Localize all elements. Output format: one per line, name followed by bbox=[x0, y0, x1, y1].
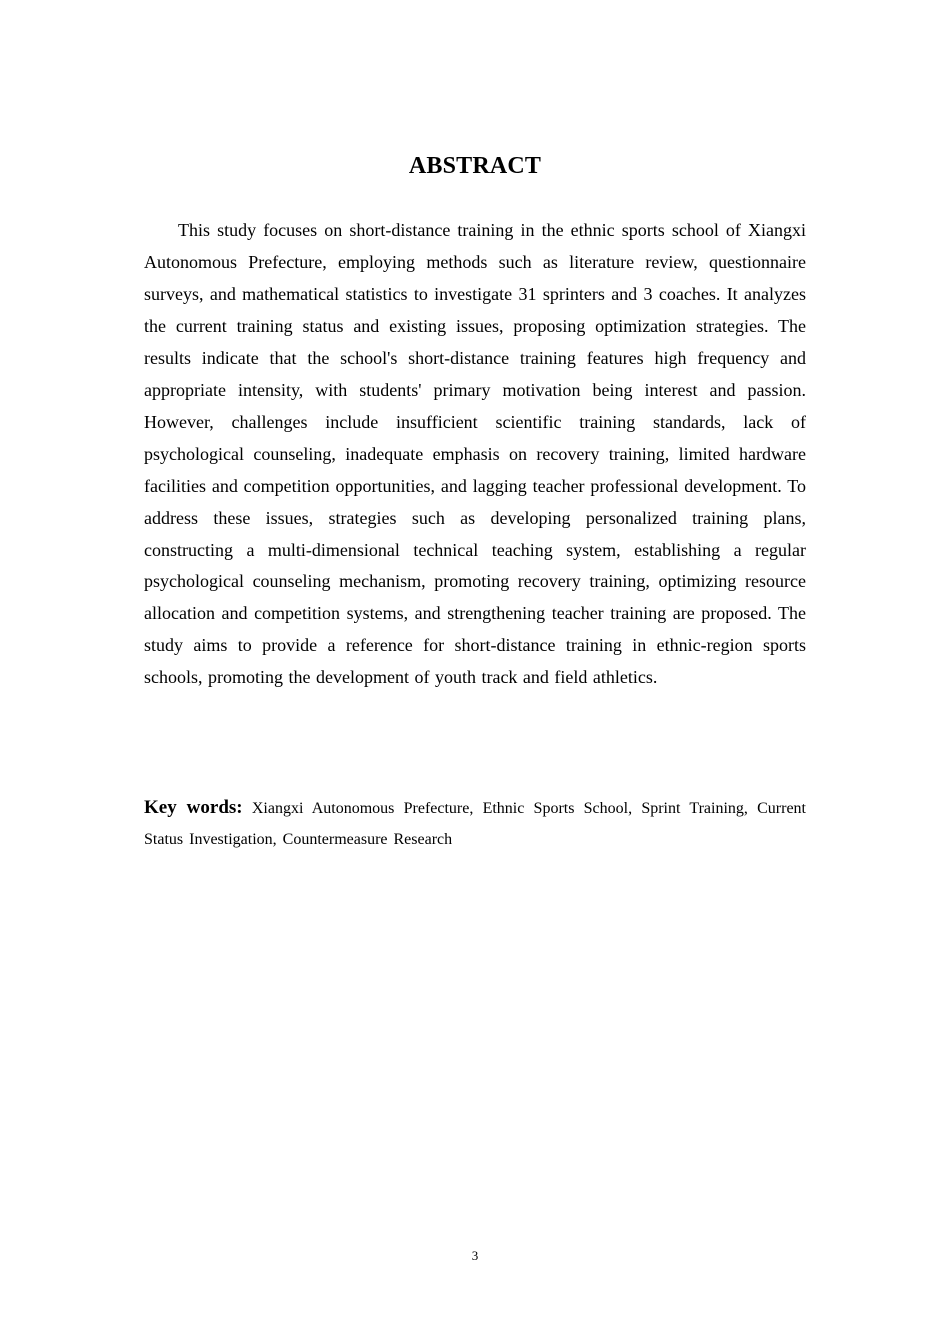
page-number: 3 bbox=[471, 1248, 479, 1263]
keywords-label: Key words: bbox=[144, 797, 243, 818]
keywords-section bbox=[144, 792, 806, 855]
abstract-title: ABSTRACT bbox=[408, 153, 542, 179]
abstract-paragraph: This study focuses on short-distance training in the ethnic sports school of Xiangxi Autonomous Prefecture, employing methods such as literature review, questionnaire surveys, and mathematical statistics to investigate 31 sprinters and 3 coaches. It analyzes the current training status and existing issues, proposing optimization strategies. The results indicate that the school's short-distance training features high frequency and appropriate intensity, with students' primary motivation being interest and passion. However, challenges include insufficient scientific training standards, lack of psychological counseling, inadequate emphasis on recovery training, limited hardware facilities and competition opportunities, and lagging teacher professional development. To address these issues, strategies such as developing personalized training plans, constructing a multi-dimensional technical teaching system, establishing a regular psychological counseling mechanism, promoting recovery training, optimizing resource allocation and competition systems, and strengthening teacher training are proposed. The study aims to provide a reference for short-distance training in ethnic-region sports schools, promoting the development of youth track and field athletics. bbox=[144, 220, 806, 688]
keywords-list: Xiangxi Autonomous Prefecture, Ethnic Sports School, Sprint Training, Current Status Investigation, Countermeasure Research bbox=[144, 800, 806, 848]
